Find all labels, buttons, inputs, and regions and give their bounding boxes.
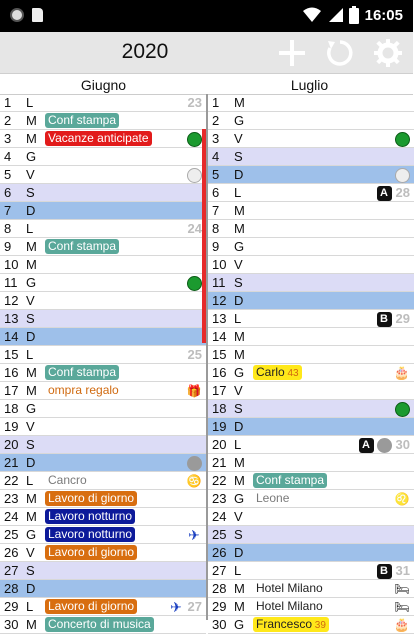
- event-label[interactable]: [45, 545, 137, 560]
- day-number: 16: [4, 365, 19, 380]
- event-age: 43: [284, 368, 299, 379]
- day-number: 13: [212, 311, 227, 326]
- soccer-ball-icon: [395, 132, 410, 147]
- day-row[interactable]: [208, 292, 414, 310]
- day-row[interactable]: [0, 94, 206, 112]
- day-of-week: L: [26, 347, 34, 362]
- day-of-week: M: [234, 347, 245, 362]
- day-number: 4: [4, 149, 12, 164]
- day-of-week: M: [26, 365, 37, 380]
- day-of-week: M: [234, 221, 245, 236]
- day-row[interactable]: [0, 310, 206, 328]
- day-of-week: M: [26, 131, 37, 146]
- day-of-week: G: [26, 401, 37, 416]
- day-number: 23: [212, 491, 227, 506]
- day-of-week: V: [234, 383, 243, 398]
- day-number: 10: [4, 257, 19, 272]
- day-of-week: L: [26, 473, 34, 488]
- event-label[interactable]: [253, 617, 329, 632]
- leo-zodiac-icon: ♌: [394, 492, 410, 506]
- event-icon: [186, 455, 202, 471]
- day-row[interactable]: [208, 112, 414, 130]
- day-of-week: V: [234, 257, 243, 272]
- shift-icon: [376, 185, 392, 201]
- day-number: 25: [4, 527, 19, 542]
- day-row[interactable]: [208, 418, 414, 436]
- event-label[interactable]: [45, 491, 137, 506]
- day-of-week: L: [26, 221, 34, 236]
- day-number: 28: [4, 581, 19, 596]
- day-number: 1: [212, 95, 220, 110]
- event-label[interactable]: [45, 599, 137, 614]
- day-number: 9: [212, 239, 220, 254]
- month-headers: [0, 75, 413, 95]
- day-row[interactable]: [208, 166, 414, 184]
- day-number: 23: [4, 491, 19, 506]
- shift-icon: [376, 311, 392, 327]
- day-of-week: M: [26, 491, 37, 506]
- week-number: 28: [395, 185, 410, 200]
- day-of-week: D: [234, 545, 244, 560]
- day-row[interactable]: [0, 436, 206, 454]
- day-row[interactable]: [208, 310, 414, 328]
- day-row[interactable]: [208, 490, 414, 508]
- event-icon: [186, 473, 202, 489]
- day-of-week: G: [234, 491, 245, 506]
- day-of-week: M: [234, 473, 245, 488]
- day-number: 27: [4, 563, 19, 578]
- day-number: 24: [4, 509, 19, 524]
- event-icon: [168, 599, 184, 615]
- day-of-week: D: [26, 455, 36, 470]
- event-icon: [186, 167, 202, 183]
- event-icon: [394, 365, 410, 381]
- day-of-week: L: [26, 599, 34, 614]
- day-row[interactable]: [0, 616, 206, 634]
- gear-icon: [374, 39, 402, 67]
- day-of-week: V: [234, 509, 243, 524]
- signal-icon: [327, 7, 343, 23]
- day-of-week: S: [234, 401, 243, 416]
- day-of-week: M: [234, 203, 245, 218]
- day-of-week: D: [26, 329, 36, 344]
- event-text: Hotel Milano: [256, 599, 323, 613]
- day-number: 8: [212, 221, 220, 236]
- event-label[interactable]: [45, 239, 119, 254]
- event-icon: [186, 527, 202, 543]
- new-moon-icon: [187, 456, 202, 471]
- airplane-icon: ✈: [170, 598, 182, 615]
- toolbar: [0, 32, 413, 74]
- soccer-ball-icon: [187, 276, 202, 291]
- day-row[interactable]: [208, 256, 414, 274]
- event-icon: [186, 275, 202, 291]
- week-number: 30: [395, 437, 410, 452]
- day-row[interactable]: [0, 364, 206, 382]
- year-title: 2020: [121, 40, 169, 63]
- day-of-week: S: [234, 527, 243, 542]
- day-number: 3: [4, 131, 12, 146]
- day-row[interactable]: [208, 328, 414, 346]
- day-number: 26: [4, 545, 19, 560]
- event-icon: [394, 581, 410, 597]
- event-age: 39: [312, 620, 326, 631]
- day-row[interactable]: [0, 490, 206, 508]
- day-of-week: M: [26, 383, 37, 398]
- day-number: 11: [212, 275, 226, 290]
- refresh-button[interactable]: [324, 37, 356, 69]
- plus-icon: [278, 39, 306, 67]
- day-of-week: L: [234, 437, 242, 452]
- day-row[interactable]: [0, 346, 206, 364]
- day-row[interactable]: [208, 274, 414, 292]
- june-column: [0, 94, 206, 634]
- day-number: 15: [212, 347, 227, 362]
- day-number: 24: [212, 509, 227, 524]
- day-row[interactable]: [208, 220, 414, 238]
- shift-letter-icon: B: [377, 564, 392, 579]
- day-row[interactable]: [208, 382, 414, 400]
- day-of-week: M: [234, 95, 245, 110]
- day-of-week: V: [26, 545, 35, 560]
- day-of-week: D: [234, 167, 244, 182]
- day-of-week: D: [234, 293, 244, 308]
- event-text: Concerto di musica: [48, 617, 151, 631]
- event-text: Conf stampa: [256, 473, 325, 487]
- day-number: 21: [4, 455, 19, 470]
- day-of-week: G: [234, 617, 245, 632]
- day-row[interactable]: [208, 364, 414, 382]
- day-row[interactable]: [0, 184, 206, 202]
- event-label[interactable]: [253, 473, 327, 488]
- event-label[interactable]: [45, 473, 90, 488]
- soccer-ball-icon: [187, 132, 202, 147]
- day-row[interactable]: [208, 148, 414, 166]
- day-row[interactable]: [208, 184, 414, 202]
- day-number: 29: [4, 599, 19, 614]
- battery-icon: [349, 6, 359, 24]
- event-icon: [394, 131, 410, 147]
- day-number: 13: [4, 311, 19, 326]
- day-of-week: G: [26, 527, 37, 542]
- day-row[interactable]: [0, 400, 206, 418]
- day-row[interactable]: [0, 382, 206, 400]
- soccer-ball-icon: [395, 402, 410, 417]
- day-row[interactable]: [0, 544, 206, 562]
- day-row[interactable]: [208, 436, 414, 454]
- day-of-week: G: [26, 149, 37, 164]
- shift-letter-icon: B: [377, 312, 392, 327]
- event-text: Cancro: [48, 473, 87, 487]
- day-row[interactable]: [0, 454, 206, 472]
- day-of-week: L: [234, 311, 242, 326]
- day-row[interactable]: [0, 526, 206, 544]
- day-row[interactable]: [0, 580, 206, 598]
- event-text: Francesco: [256, 617, 313, 631]
- event-label[interactable]: [45, 383, 122, 398]
- day-number: 20: [4, 437, 19, 452]
- day-row[interactable]: [208, 616, 414, 634]
- status-clock: 16:05: [364, 6, 403, 24]
- week-number: 27: [187, 599, 202, 614]
- full-moon-icon: [187, 168, 202, 183]
- day-row[interactable]: [0, 562, 206, 580]
- cancer-zodiac-icon: ♋: [186, 474, 202, 488]
- day-row[interactable]: [0, 238, 206, 256]
- day-number: 6: [212, 185, 220, 200]
- day-of-week: M: [26, 617, 37, 632]
- day-of-week: M: [26, 257, 37, 272]
- day-number: 2: [4, 113, 12, 128]
- day-row[interactable]: [208, 598, 414, 616]
- day-number: 18: [212, 401, 227, 416]
- event-text: ompra regalo: [48, 383, 119, 397]
- event-label[interactable]: [45, 365, 119, 380]
- day-number: 18: [4, 401, 19, 416]
- refresh-icon: [326, 39, 354, 67]
- day-of-week: S: [26, 437, 35, 452]
- day-number: 14: [4, 329, 19, 344]
- event-label[interactable]: [253, 581, 326, 596]
- day-row[interactable]: [208, 526, 414, 544]
- event-icon: [376, 437, 392, 453]
- day-number: 16: [212, 365, 227, 380]
- birthday-cake-icon: 🎂: [393, 617, 411, 632]
- day-of-week: L: [26, 95, 34, 110]
- birthday-cake-icon: 🎂: [393, 365, 411, 380]
- event-text: Leone: [256, 491, 290, 505]
- day-number: 1: [4, 95, 12, 110]
- month-header-july: Luglio: [290, 77, 329, 93]
- day-row[interactable]: [0, 274, 206, 292]
- day-row[interactable]: [208, 400, 414, 418]
- day-number: 17: [4, 383, 19, 398]
- day-number: 17: [212, 383, 227, 398]
- week-number: 23: [187, 95, 202, 110]
- shift-icon: [376, 563, 392, 579]
- day-row[interactable]: [0, 202, 206, 220]
- day-of-week: M: [26, 509, 37, 524]
- gift-icon: 🎁: [186, 384, 202, 398]
- event-label[interactable]: [253, 365, 302, 380]
- day-of-week: G: [234, 113, 245, 128]
- day-row[interactable]: [208, 454, 414, 472]
- day-number: 12: [4, 293, 19, 308]
- full-moon-icon: [395, 168, 410, 183]
- day-of-week: L: [234, 185, 242, 200]
- event-label[interactable]: [253, 491, 292, 506]
- event-label[interactable]: [45, 131, 152, 146]
- day-number: 7: [4, 203, 12, 218]
- day-of-week: V: [26, 419, 35, 434]
- day-of-week: S: [26, 563, 35, 578]
- day-number: 30: [4, 617, 19, 632]
- wifi-icon: [303, 7, 321, 23]
- event-text: Lavoro di giorno: [48, 545, 135, 559]
- day-of-week: S: [26, 311, 35, 326]
- day-of-week: S: [26, 185, 35, 200]
- day-of-week: V: [26, 293, 35, 308]
- event-icon: [394, 617, 410, 633]
- day-number: 10: [212, 257, 227, 272]
- day-number: 20: [212, 437, 227, 452]
- day-of-week: M: [234, 581, 245, 596]
- add-event-button[interactable]: [276, 37, 308, 69]
- day-of-week: M: [234, 455, 245, 470]
- event-icon: [394, 167, 410, 183]
- status-bar: [0, 0, 413, 32]
- day-row[interactable]: [0, 292, 206, 310]
- day-row[interactable]: [208, 238, 414, 256]
- day-number: 22: [4, 473, 19, 488]
- day-number: 4: [212, 149, 220, 164]
- week-number: 31: [395, 563, 410, 578]
- day-number: 27: [212, 563, 227, 578]
- airplane-icon: ✈: [188, 526, 200, 543]
- day-of-week: M: [234, 599, 245, 614]
- day-number: 3: [212, 131, 220, 146]
- day-row[interactable]: [0, 328, 206, 346]
- settings-button[interactable]: [372, 37, 404, 69]
- day-of-week: L: [234, 563, 242, 578]
- day-number: 2: [212, 113, 220, 128]
- day-number: 11: [4, 275, 18, 290]
- event-icon: [394, 599, 410, 615]
- day-row[interactable]: [0, 508, 206, 526]
- day-of-week: D: [234, 419, 244, 434]
- day-of-week: G: [26, 275, 37, 290]
- day-of-week: G: [234, 239, 245, 254]
- shift-letter-icon: A: [359, 438, 374, 453]
- day-number: 14: [212, 329, 227, 344]
- event-text: Vacanze anticipate: [48, 131, 149, 145]
- day-number: 28: [212, 581, 227, 596]
- event-label[interactable]: [45, 113, 119, 128]
- event-text: Hotel Milano: [256, 581, 323, 595]
- week-number: 24: [187, 221, 202, 236]
- event-label[interactable]: [45, 617, 154, 632]
- day-number: 5: [212, 167, 220, 182]
- day-row[interactable]: [0, 472, 206, 490]
- event-icon: [394, 491, 410, 507]
- day-number: 25: [212, 527, 227, 542]
- day-row[interactable]: [0, 418, 206, 436]
- event-icon: [186, 383, 202, 399]
- event-text: Lavoro notturno: [48, 509, 133, 523]
- day-of-week: V: [26, 167, 35, 182]
- event-icon: [394, 401, 410, 417]
- day-row[interactable]: [0, 148, 206, 166]
- day-row[interactable]: [0, 130, 206, 148]
- day-row[interactable]: [208, 508, 414, 526]
- day-of-week: S: [234, 149, 243, 164]
- sd-card-icon: [32, 8, 43, 22]
- day-row[interactable]: [0, 166, 206, 184]
- month-header-june: Giugno: [80, 77, 127, 93]
- day-row[interactable]: [0, 112, 206, 130]
- notification-dot-icon: [10, 8, 24, 22]
- day-number: 29: [212, 599, 227, 614]
- event-text: Lavoro di giorno: [48, 491, 135, 505]
- day-row[interactable]: [208, 346, 414, 364]
- day-number: 19: [4, 419, 19, 434]
- event-text: Conf stampa: [48, 365, 117, 379]
- day-number: 12: [212, 293, 227, 308]
- event-text: Lavoro di giorno: [48, 599, 135, 613]
- day-of-week: V: [234, 131, 243, 146]
- today-range-bar: [202, 129, 206, 343]
- day-row[interactable]: [208, 130, 414, 148]
- day-row[interactable]: [208, 580, 414, 598]
- day-number: 9: [4, 239, 12, 254]
- event-label[interactable]: [45, 509, 135, 524]
- day-of-week: M: [26, 239, 37, 254]
- event-label[interactable]: [45, 527, 135, 542]
- event-icon: [186, 131, 202, 147]
- day-of-week: D: [26, 203, 36, 218]
- event-text: Conf stampa: [48, 113, 117, 127]
- event-label[interactable]: [253, 599, 326, 614]
- bed-icon: 🛏: [394, 600, 410, 614]
- event-text: Carlo: [256, 365, 285, 379]
- shift-letter-icon: A: [377, 186, 392, 201]
- day-number: 6: [4, 185, 12, 200]
- day-of-week: M: [234, 329, 245, 344]
- day-row[interactable]: [208, 94, 414, 112]
- day-of-week: D: [26, 581, 36, 596]
- day-of-week: S: [234, 275, 243, 290]
- day-number: 7: [212, 203, 220, 218]
- day-row[interactable]: [0, 598, 206, 616]
- day-row[interactable]: [208, 472, 414, 490]
- new-moon-icon: [377, 438, 392, 453]
- event-text: Conf stampa: [48, 239, 117, 253]
- day-row[interactable]: [208, 562, 414, 580]
- day-of-week: M: [26, 113, 37, 128]
- day-row[interactable]: [0, 256, 206, 274]
- day-row[interactable]: [208, 544, 414, 562]
- day-of-week: G: [234, 365, 245, 380]
- day-number: 22: [212, 473, 227, 488]
- day-number: 19: [212, 419, 227, 434]
- day-number: 26: [212, 545, 227, 560]
- week-number: 25: [187, 347, 202, 362]
- bed-icon: 🛏: [394, 582, 410, 596]
- day-number: 30: [212, 617, 227, 632]
- day-number: 15: [4, 347, 19, 362]
- july-column: [208, 94, 414, 634]
- day-number: 5: [4, 167, 12, 182]
- week-number: 29: [395, 311, 410, 326]
- day-row[interactable]: [208, 202, 414, 220]
- day-row[interactable]: [0, 220, 206, 238]
- day-number: 8: [4, 221, 12, 236]
- day-number: 21: [212, 455, 227, 470]
- shift-icon: [358, 437, 374, 453]
- event-text: Lavoro notturno: [48, 527, 133, 541]
